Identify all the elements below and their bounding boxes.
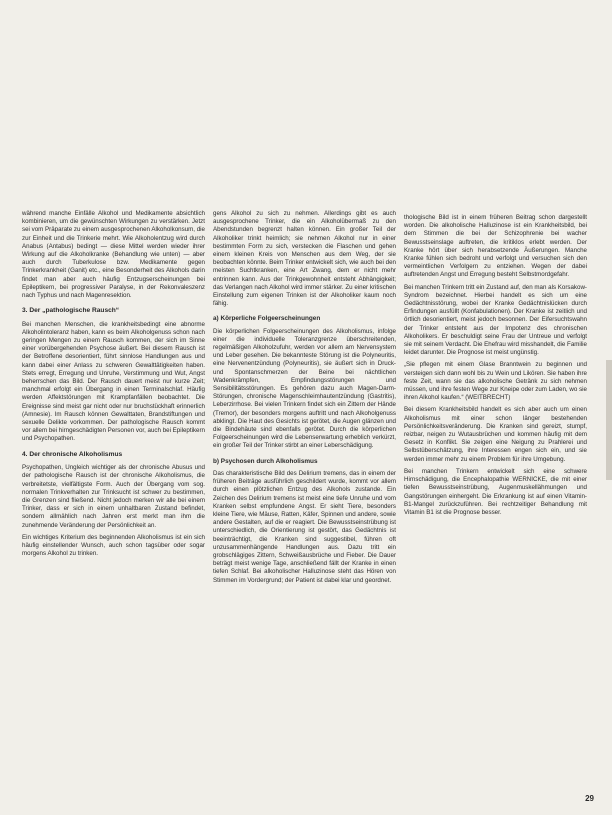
text-column-right	[404, 214, 587, 521]
paragraph: Das charakteristische Bild des Delirium tremens, das in einem der früheren Beiträge ausführlich geschildert wurde, kommt vor allem durch einen plötzlichen Entzug des Alkohols zustande. Ein Zeichen des Delirium tremens ist meist eine tiefe Unruhe und vom Kranken selbst empfundene Angst. Er sieht Tiere, besonders kleine Tiere, wie Mäuse, Ratten, Käfer, Spinnen und andere, sowie andere Gestalten, auf die er reagiert. Die Bewusstseinstrübung ist unterschiedlich, die Orientierung ist gestört, das Gedächtnis ist beeinträchtigt, die Kranken sind suggestibel, führen oft unzusammenhängende Handlungen aus. Dazu tritt ein grobschlägiges Zittern, Schweißausbrüche und Fieber. Die Dauer beträgt meist wenige Tage, anschließend fällt der Kranke in einen tiefen Schlaf. Bei alkoholischer Halluzinose steht das Hören von Stimmen im Vordergrund; der Patient ist dabei klar und geordnet.	[213, 469, 396, 584]
paragraph: während manche Einfälle Alkohol und Medikamente absichtlich kombinieren, um die gewünschten Wirkungen zu verstärken. Jetzt sei vom Präparate zu einem ausgesprochenen Alkoholkonsum, die zur Einheit und die Trinkerie mehrt. Wie Alkoholentzug wird durch Anabus (Antabus) bedingt — diese Mittel werden wieder ihrer Wirkung auf die Alkoholkranke (Behandlung wie unten) — aber auch durch Tuberkulose bzw. Medikamente gegen Trinkerkrankheit (Ganit) etc., eine Besonderheit des Alkohols darin findet man aber auch häufig Entzugserscheinungen bei Epileptikern, bei progressiver Paralyse, in der Rekonvaleszenz nach Typhus und nach Magenresektion.	[22, 210, 205, 300]
paragraph: Bei manchen Menschen, die krankheitsbedingt eine abnorme Alkoholintoleranz haben, kann es beim Alkoholgenuss schon nach geringen Mengen zu einem Rausch kommen, der sich im Sinne einer vorübergehenden Psychose äußert. Bei diesem Rausch ist der Betroffene desorientiert, führt sinnlose Handlungen aus und kann dabei einer Anlass zu schweren Gewalttätigkeiten haben. Stets erregt, Erregung und Unruhe, Verstimmung und Wut, Angst beherrschen das Bild. Der Rausch dauert meist nur kurze Zeit; manchmal erfolgt ein Übergang in einen Terminalschlaf. Häufig werden Affektstörungen mit Krampfanfällen beobachtet. Die Ereignisse sind meist gar nicht oder nur bruchstückhaft erinnerlich (Amnesie). Im Rausch können Gewalttaten, Brandstiftungen und sexuelle Delikte vorkommen. Der pathologische Rausch kommt vor allem bei hirngeschädigten Personen vor, auch bei Epileptikern und Psychopathen.	[22, 320, 205, 443]
paragraph: Bei manchen Trinkern tritt ein Zustand auf, den man als Korsakow-Syndrom bezeichnet. Hierbei handelt es sich um eine Gedächtnisstörung, wobei der Kranke Gedächtnislücken durch Erfindungen ausfüllt (Konfabulationen). Der Kranke ist zeitlich und örtlich desorientiert, meist jedoch besonnen. Der Eifersuchtswahn der Trinker entsteht aus der Impotenz des chronischen Alkoholikers. Er beschuldigt seine Frau der Untreue und verfolgt sie mit seinem Verdacht. Die Ehefrau wird misshandelt, die Familie leidet darunter. Die Prognose ist meist ungünstig.	[404, 283, 587, 357]
text-column-left	[22, 210, 205, 562]
paragraph: Die körperlichen Folgeerscheinungen des Alkoholismus, infolge einer die individuelle Toleranzgrenze überschreitenden, regelmäßigen Alkoholzufuhr, werden vor allem am Nervensystem und Leber gesehen. Die bekannteste Störung ist die Polyneuritis, eine Nervenentzündung (Polyneuritis), sie äußert sich in Druck- und Spontanschmerzen der Beine bei nächtlichen Wadenkrämpfen, Empfindungsstörungen und Sensibilitätsstörungen. Es gehören dazu auch Magen-Darm-Störungen, chronische Magenschleimhautentzündung (Gastritis), Leberzirrhose. Bei vielen Trinkern findet sich ein Zittern der Hände (Tremor), der besonders morgens auftritt und nach Alkoholgenuss abklingt. Die Haut des Gesichts ist gerötet, die Augen glänzen und die Bindehäute sind ebenfalls gerötet. Durch die körperlichen Folgeerscheinungen wird die Lebenserwartung erheblich verkürzt, ein großer Teil der Trinker stirbt an einer Leberschädigung.	[213, 327, 396, 450]
paragraph: Bei manchen Trinkern entwickelt sich eine schwere Hirnschädigung, die Encephalopathie WERNICKE, die mit einer tiefen Bewusstseinstrübung, Augenmuskellähmungen und Gangstörungen einhergeht. Die Erkrankung ist auf einen Vitamin-B1-Mangel zurückzuführen. Bei rechtzeitiger Behandlung mit Vitamin B1 ist die Prognose besser.	[404, 467, 587, 516]
paragraph: thologische Bild ist in einem früheren Beitrag schon dargestellt worden. Die alkoholische Halluzinose ist ein Krankheitsbild, bei dem Stimmen die bei der Schizophrenie bei wacher Bewusstseinslage auftreten, die kritiklos erlebt werden. Der Kranke hört über sich herabsetzende Äußerungen. Manche Kranke fühlen sich bedroht und verfolgt und versuchen sich den vermeintlichen Verfolgern zu entziehen. Wegen der dabei auftretenden Angst und Erregung besteht Selbstmordgefahr.	[404, 214, 587, 279]
paragraph: Bei diesem Krankheitsbild handelt es sich aber auch um einen Alkoholismus mit einer schon länger bestehenden Persönlichkeitsveränderung. Die Kranken sind gereizt, stumpf, reizbar, neigen zu Wutausbrüchen und kommen häufig mit dem Gesetz in Konflikt. Sie zeigen eine Neigung zu Prahlerei und Selbstüberschätzung, ihre Interessen engen sich ein, und sie werden immer mehr zu einem Problem für ihre Umgebung.	[404, 406, 587, 463]
page-edge-shadow	[606, 360, 612, 480]
text-column-middle	[213, 210, 396, 589]
section-heading: 3. Der „pathologische Rausch“	[22, 307, 120, 315]
subsection-heading: b) Psychosen durch Alkoholismus	[213, 457, 318, 465]
subsection-heading: a) Körperliche Folgeerscheinungen	[213, 315, 321, 323]
paragraph: Ein wichtiges Kriterium des beginnenden Alkoholismus ist ein sich häufig einstellender Wunsch, auch schon tagsüber oder sogar morgens Alkohol zu trinken.	[22, 533, 205, 558]
paragraph: Psychopathen, Ungleich wichtiger als der chronische Abusus und der pathologische Rausch ist der chronische Alkoholismus, die verbreitetste, vielfältigste Form. Auch der Übergang vom sog. normalen Trinkverhalten zur Trinksucht ist schwer zu bestimmen, die Grenzen sind fließend. Nicht jedoch merken wir alle bei einem Trinker, dass er sich in einem unhaltbaren Zustand befindet, sondern allmählich nach Jahren erst merkt man ihm die zunehmende Veränderung der Persönlichkeit an.	[22, 464, 205, 529]
section-heading: 4. Der chronische Alkoholismus	[22, 450, 123, 458]
paragraph: gens Alkohol zu sich zu nehmen. Allerdings gibt es auch ausgesprochene Trinker, die ein Alkoholübermaß zu den Abendstunden begrenzt halten können. Ein großer Teil der Alkoholiker trinkt heimlich; sie nehmen Alkohol nur in einer bestimmten Form zu sich, verstecken die Flaschen und gehen einem kleinen Kreis von Menschen aus dem Weg, der sie beobachten könnte. Beim Trinker entwickelt sich, wie auch bei den meisten Suchtkranken, eine Art Zwang, dem er nicht mehr entrinnen kann. Aus der Trinkgewohnheit entsteht Abhängigkeit; das Verlangen nach Alkohol wird immer stärker. Zu einer kritischen Einstellung zum eigenen Trinken ist der Alkoholiker kaum noch fähig.	[213, 210, 396, 308]
quote: „Sie pflegen mit einem Glase Branntwein zu beginnen und versteigen sich dann wohl bis zu Wein und Likören. Sie haben ihre feste Zeit, wann sie das alkoholische Getränk zu sich nehmen müssen, und ihre festen Wege zur Kneipe oder zum Laden, wo sie ihren Alkohol kaufen.“ (WEITBRECHT)	[404, 361, 587, 402]
page-number: 29	[585, 794, 594, 803]
